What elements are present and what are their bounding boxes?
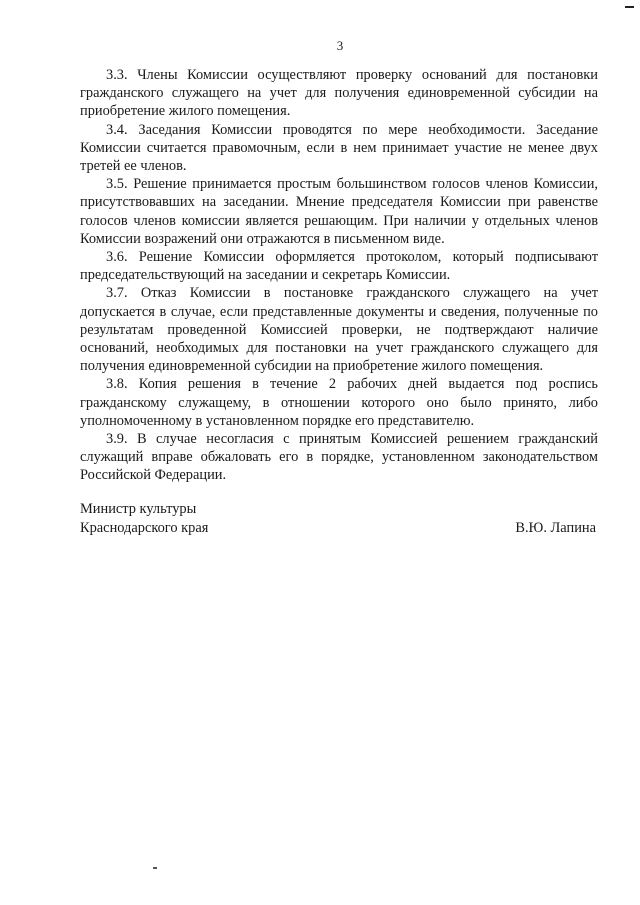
paragraph-3-6: 3.6. Решение Комиссии оформляется протоколом, который подписывают председательствующий на заседании и секретарь Комиссии. bbox=[80, 249, 598, 284]
scan-speck bbox=[153, 867, 157, 869]
signatory-title-line-2: Краснодарского края bbox=[80, 520, 209, 536]
signature-block bbox=[80, 500, 598, 538]
signatory-name: В.Ю. Лапина bbox=[515, 520, 596, 536]
document-body bbox=[80, 66, 598, 485]
paragraph-3-5: 3.5. Решение принимается простым большинством голосов членов Комиссии, присутствовавших на заседании. Мнение председателя Комиссии при равенстве голосов членов комиссии является решающим. При наличии у отдельных членов Комиссии возражений они отражаются в письменном виде. bbox=[80, 176, 598, 247]
signatory-title-line-1: Министр культуры bbox=[80, 501, 197, 517]
paragraph-3-4: 3.4. Заседания Комиссии проводятся по мере необходимости. Заседание Комиссии считается правомочным, если в нем принимает участие не менее двух третей ее членов. bbox=[80, 121, 598, 175]
paragraph-3-9: 3.9. В случае несогласия с принятым Комиссией решением гражданский служащий вправе обжаловать его в порядке, установленном законодательством Российской Федерации. bbox=[80, 431, 598, 484]
paragraph-3-8: 3.8. Копия решения в течение 2 рабочих дней выдается под роспись гражданскому служащему, в отношении которого оно было принято, либо уполномоченному в установленном порядке его представителю. bbox=[80, 376, 598, 429]
page-number: 3 bbox=[336, 38, 344, 53]
paragraph-3-3: 3.3. Члены Комиссии осуществляют проверку оснований для постановки гражданского служащего на учет для получения единовременной субсидии на приобретение жилого помещения. bbox=[80, 67, 598, 120]
paragraph-3-7: 3.7. Отказ Комиссии в постановке гражданского служащего на учет допускается в случае, если представленные документы и сведения, полученные по результатам проведенной Комиссией проверки, не подтверждают наличие оснований, необходимых для постановки на учет гражданского служащего для получения единовременной субсидии на приобретение жилого помещения. bbox=[80, 285, 598, 375]
scan-mark bbox=[625, 6, 634, 8]
